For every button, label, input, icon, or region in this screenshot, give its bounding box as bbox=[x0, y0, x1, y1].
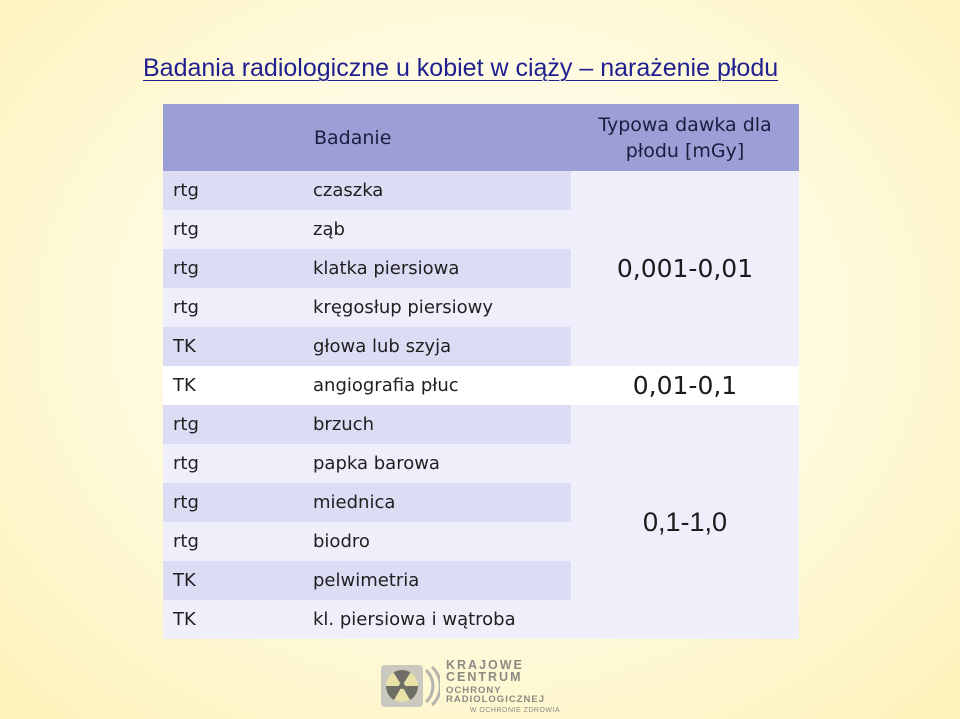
cell-exam: kręgosłup piersiowy bbox=[299, 288, 571, 327]
cell-type: rtg bbox=[163, 249, 299, 288]
table-row bbox=[163, 405, 799, 444]
radiation-trefoil-icon bbox=[380, 664, 440, 708]
cell-type: TK bbox=[163, 561, 299, 600]
header-exam: Badanie bbox=[299, 104, 571, 171]
cell-type: rtg bbox=[163, 171, 299, 210]
dose-value: 0,001-0,01 bbox=[571, 171, 799, 366]
cell-type: rtg bbox=[163, 483, 299, 522]
cell-exam: brzuch bbox=[299, 405, 571, 444]
cell-exam: czaszka bbox=[299, 171, 571, 210]
cell-type: TK bbox=[163, 366, 299, 405]
table-header-row bbox=[163, 104, 799, 171]
cell-exam: klatka piersiowa bbox=[299, 249, 571, 288]
dose-value: 0,01-0,1 bbox=[571, 366, 799, 405]
cell-exam: głowa lub szyja bbox=[299, 327, 571, 366]
cell-type: rtg bbox=[163, 444, 299, 483]
dose-table bbox=[163, 104, 799, 639]
table-row bbox=[163, 171, 799, 210]
logo-line-2: OCHRONY RADIOLOGICZNEJ bbox=[446, 684, 545, 705]
cell-type: rtg bbox=[163, 210, 299, 249]
slide-title: Badania radiologiczne u kobiet w ciąży – narażenie płodu bbox=[143, 54, 779, 82]
cell-type: rtg bbox=[163, 522, 299, 561]
logo-line-1: KRAJOWE CENTRUM bbox=[446, 657, 524, 684]
logo-text bbox=[446, 659, 584, 714]
cell-exam: papka barowa bbox=[299, 444, 571, 483]
dose-value: 0,1-1,0 bbox=[571, 405, 799, 639]
header-type bbox=[163, 104, 299, 171]
institution-logo bbox=[380, 657, 584, 714]
cell-exam: ząb bbox=[299, 210, 571, 249]
cell-type: TK bbox=[163, 600, 299, 639]
cell-exam: kl. piersiowa i wątroba bbox=[299, 600, 571, 639]
cell-type: rtg bbox=[163, 288, 299, 327]
cell-exam: miednica bbox=[299, 483, 571, 522]
header-dose: Typowa dawka dla płodu [mGy] bbox=[571, 104, 799, 171]
cell-type: rtg bbox=[163, 405, 299, 444]
table-row bbox=[163, 366, 799, 405]
cell-exam: biodro bbox=[299, 522, 571, 561]
cell-type: TK bbox=[163, 327, 299, 366]
logo-line-3: W OCHRONIE ZDROWIA bbox=[469, 706, 561, 714]
cell-exam: angiografia płuc bbox=[299, 366, 571, 405]
cell-exam: pelwimetria bbox=[299, 561, 571, 600]
